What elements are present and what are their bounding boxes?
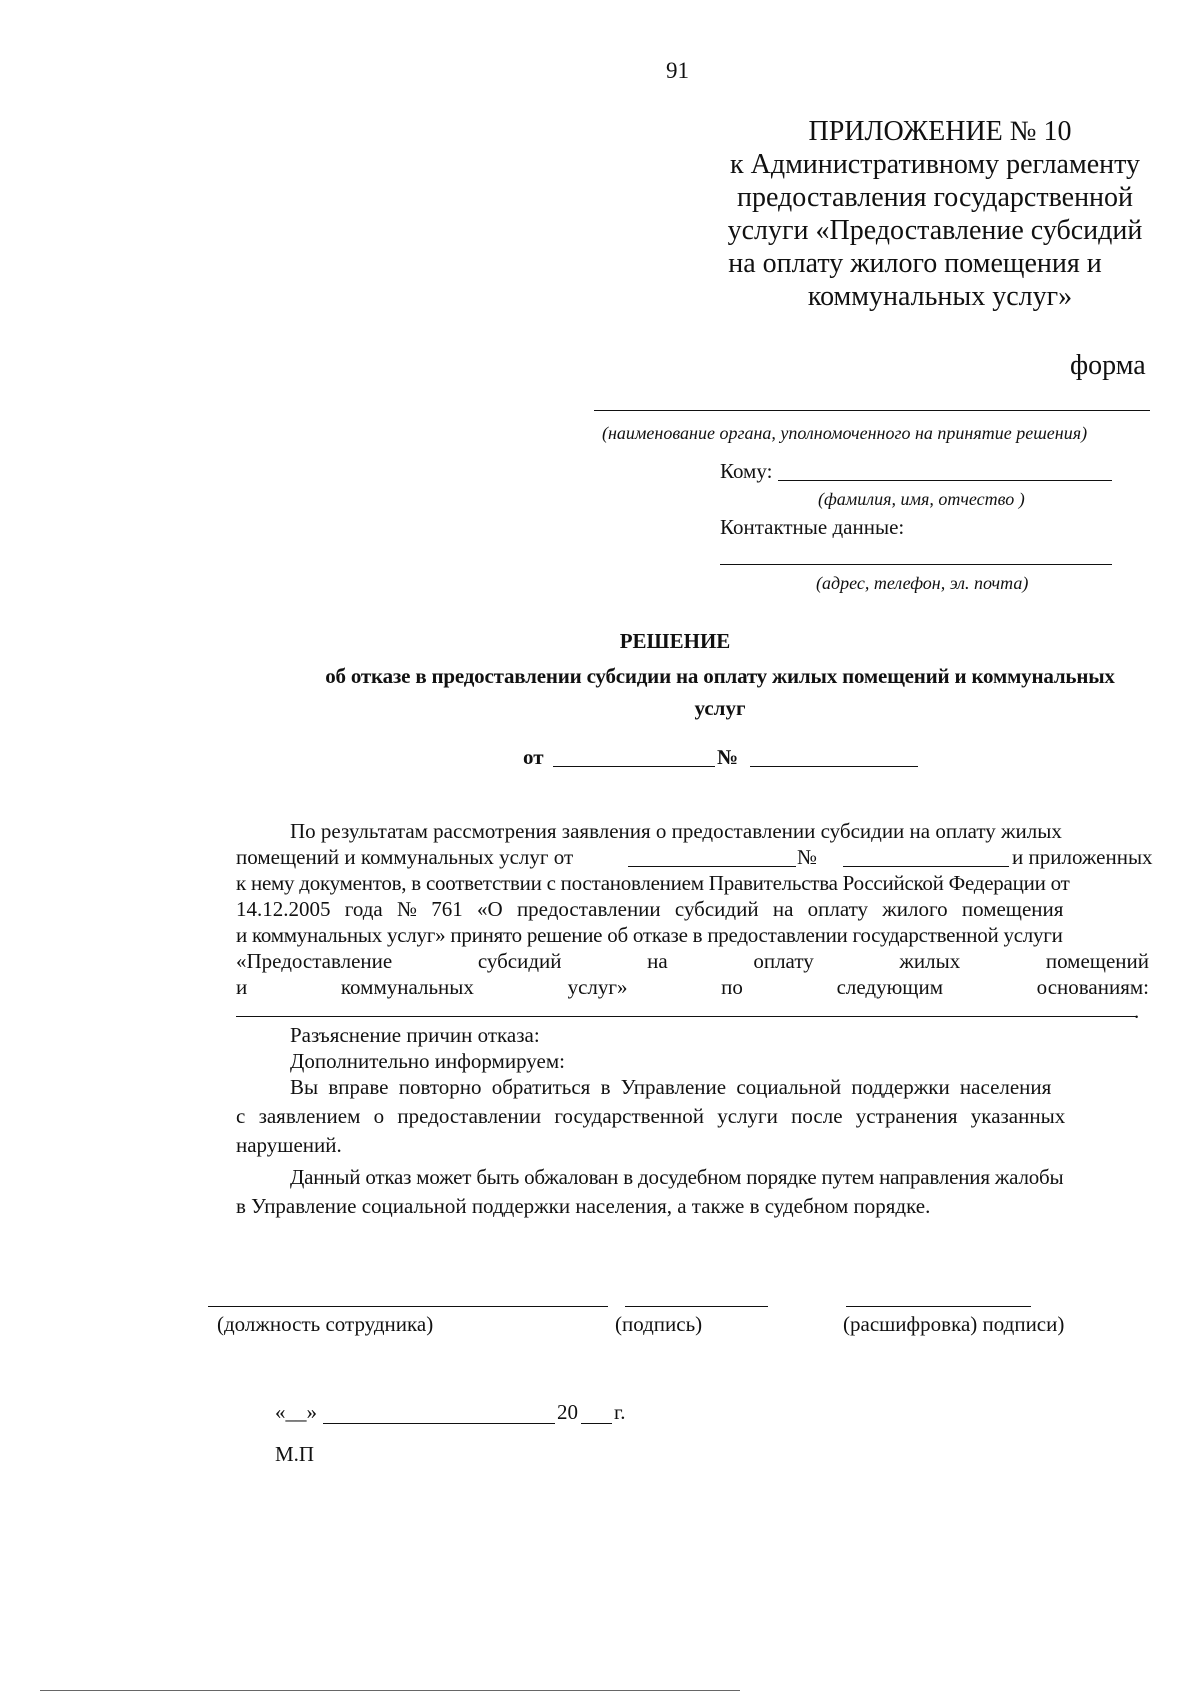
word: основаниям: bbox=[1036, 975, 1149, 999]
date-year-suffix: г. bbox=[614, 1400, 626, 1424]
grounds-line bbox=[236, 1016, 1136, 1017]
date-year-prefix: 20 bbox=[557, 1400, 578, 1424]
reasons-label: Разъяснение причин отказа: bbox=[290, 1023, 540, 1047]
decision-date-line bbox=[553, 766, 715, 767]
word: по bbox=[721, 975, 743, 999]
decoding-caption: (расшифровка) подписи) bbox=[843, 1312, 1065, 1336]
recipient-name-caption: (фамилия, имя, отчество ) bbox=[818, 489, 1025, 509]
word: помещений bbox=[1045, 949, 1149, 973]
appendix-title: ПРИЛОЖЕНИЕ № 10 bbox=[808, 116, 1072, 147]
para1-line-2: с заявлением о предоставлении государственной услуги после устранения указанных bbox=[236, 1104, 1066, 1128]
position-caption: (должность сотрудника) bbox=[217, 1312, 434, 1336]
page-number: 91 bbox=[666, 58, 689, 83]
form-label: форма bbox=[1070, 350, 1146, 381]
body-line-6 bbox=[236, 948, 1149, 974]
body-line-2-start: помещений и коммунальных услуг от bbox=[236, 845, 574, 869]
word: услуг» bbox=[567, 975, 628, 999]
word: оплату bbox=[753, 949, 814, 973]
para2-line-1: Данный отказ может быть обжалован в досудебном порядке путем направления жалобы bbox=[290, 1165, 1064, 1189]
body-line-3: к нему документов, в соответствии с постановлением Правительства Российской Федерации от bbox=[236, 871, 1070, 895]
date-open-quote: «__» bbox=[275, 1400, 317, 1424]
authority-caption: (наименование органа, уполномоченного на принятие решения) bbox=[602, 423, 1088, 443]
appendix-header bbox=[700, 115, 1170, 313]
decision-subtitle bbox=[290, 660, 1150, 724]
word: следующим bbox=[836, 975, 943, 999]
stamp-label: М.П bbox=[275, 1442, 315, 1466]
body-line-4: 14.12.2005 года № 761 «О предоставлении субсидий на оплату жилого помещения bbox=[236, 897, 1064, 921]
to-label: Кому: bbox=[720, 459, 773, 483]
decision-number-line bbox=[750, 766, 918, 767]
para1-line-1: Вы вправе повторно обратиться в Управление социальной поддержки населения bbox=[290, 1075, 1052, 1099]
bottom-edge-line bbox=[40, 1690, 740, 1691]
position-line bbox=[208, 1306, 608, 1307]
date-year-line bbox=[581, 1423, 612, 1424]
grounds-line-end: . bbox=[1134, 999, 1140, 1023]
word: жилых bbox=[899, 949, 961, 973]
word: на bbox=[647, 949, 668, 973]
body-line-5: и коммунальных услуг» принято решение об отказе в предоставлении государственной услуги bbox=[236, 923, 1063, 947]
application-number-line bbox=[843, 866, 1009, 867]
decision-title: РЕШЕНИЕ bbox=[619, 629, 731, 653]
decision-subtitle-line-2: услуг bbox=[694, 696, 746, 720]
decoding-line bbox=[846, 1306, 1031, 1307]
date-month-line bbox=[323, 1423, 555, 1424]
signature-line bbox=[625, 1306, 768, 1307]
appendix-line-3: услуги «Предоставление субсидий bbox=[727, 215, 1143, 246]
word: «Предоставление bbox=[236, 949, 393, 973]
contacts-line bbox=[720, 564, 1112, 565]
para1-line-3: нарушений. bbox=[236, 1133, 342, 1157]
application-date-line bbox=[628, 866, 796, 867]
contacts-caption: (адрес, телефон, эл. почта) bbox=[816, 573, 1029, 593]
para2-line-2: в Управление социальной поддержки населения, а также в судебном порядке. bbox=[236, 1194, 931, 1218]
word: субсидий bbox=[477, 949, 562, 973]
decision-subtitle-line-1: об отказе в предоставлении субсидии на оплату жилых помещений и коммунальных bbox=[325, 664, 1115, 688]
additional-label: Дополнительно информируем: bbox=[290, 1049, 565, 1073]
body-line-2-end: и приложенных bbox=[1012, 845, 1153, 869]
body-line-1: По результатам рассмотрения заявления о предоставлении субсидии на оплату жилых bbox=[290, 819, 1062, 843]
decision-date-prefix: от bbox=[523, 745, 544, 769]
body-line-7 bbox=[236, 974, 1149, 1000]
appendix-line-4: на оплату жилого помещения и bbox=[728, 248, 1102, 279]
authority-line bbox=[594, 410, 1150, 411]
word: и bbox=[236, 975, 248, 999]
appendix-line-5: коммунальных услуг» bbox=[807, 281, 1073, 312]
decision-number-sign: № bbox=[717, 745, 739, 769]
body-line-2-no: № bbox=[797, 845, 818, 869]
appendix-line-2: предоставления государственной bbox=[736, 182, 1134, 213]
signature-caption: (подпись) bbox=[615, 1312, 703, 1336]
word: коммунальных bbox=[340, 975, 474, 999]
appendix-line-1: к Административному регламенту bbox=[730, 149, 1140, 180]
contacts-label: Контактные данные: bbox=[720, 515, 905, 539]
recipient-name-line bbox=[778, 480, 1112, 481]
